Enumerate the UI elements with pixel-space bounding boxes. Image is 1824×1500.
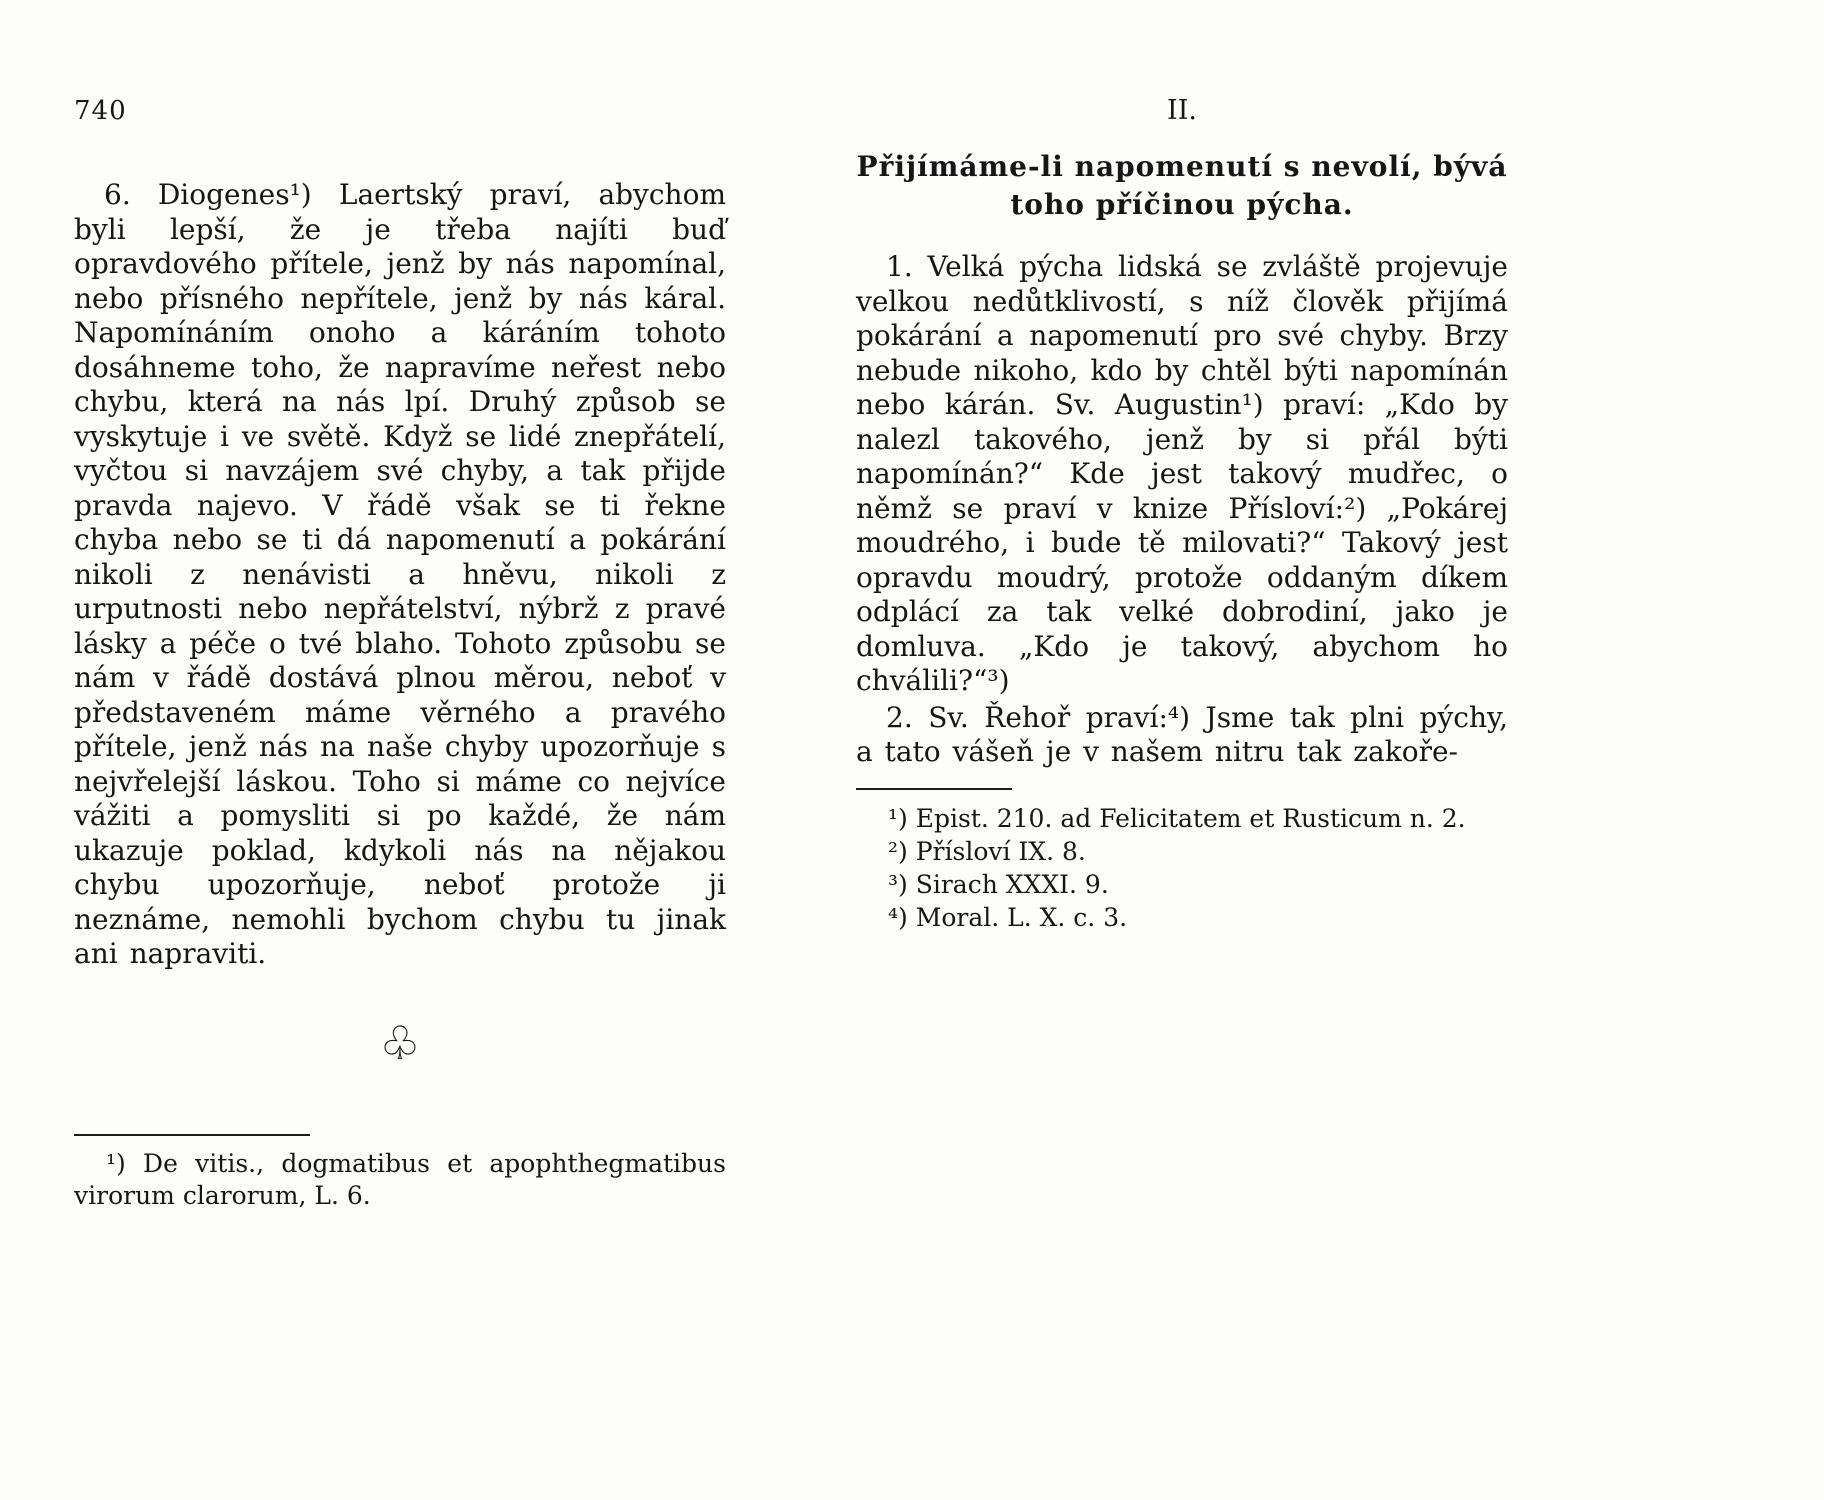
- right-page: [856, 96, 1508, 1426]
- left-page: [74, 96, 726, 1426]
- left-footnote-section: [74, 1134, 726, 1212]
- clover-ornament-icon: ♧: [379, 1015, 421, 1070]
- chapter-heading: Přijímáme-li napomenutí s nevolí, bývá toho příčinou pýcha.: [856, 150, 1508, 221]
- right-paragraph-2: 2. Sv. Řehoř praví:⁴) Jsme tak plni pýchy, a tato vášeň je v našem nitru tak zakoře-: [856, 700, 1508, 768]
- right-paragraph-1: 1. Velká pýcha lidská se zvláště projevuje velkou nedůtklivostí, s níž člověk přijímá pokárání a napomenutí pro své chyby. Brzy nebude nikoho, kdo by chtěl býti napomínán nebo kárán. Sv. Augustin¹) praví: „Kdo by nalezl takového, jenž by si přál býti napomínán?“ Kde jest takový mudřec, o němž se praví v knize Přísloví:²) „Pokárej moudrého, i bude tě milovati?“ Takový jest opravdu moudrý, protože oddaným díkem odplácí za tak velké dobrodiní, jako je domluva. „Kdo je takový, abychom ho chválili?“³): [856, 250, 1508, 697]
- left-footnote: ¹) De vitis., dogmatibus et apophthegmatibus virorum clarorum, L. 6.: [74, 1149, 726, 1210]
- footnote-divider: [74, 1134, 310, 1136]
- footnote-divider: [856, 788, 1012, 790]
- footnote-item: ⁴) Moral. L. X. c. 3.: [888, 902, 1128, 932]
- footnote-item: ¹) Epist. 210. ad Felicitatem et Rusticum n. 2.: [888, 803, 1466, 833]
- chapter-number: II.: [1167, 95, 1197, 126]
- footnote-item: ³) Sirach XXXI. 9.: [888, 869, 1109, 899]
- footnote-item: ²) Přísloví IX. 8.: [888, 836, 1086, 866]
- left-paragraph: 6. Diogenes¹) Laertský praví, abychom byli lepší, že je třeba najíti buď opravdového přítele, jenž by nás napomínal, nebo přísného nepřítele, jenž by nás káral. Napomínáním onoho a káráním tohoto dosáhneme toho, že napravíme neřest nebo chybu, která na nás lpí. Druhý způsob se vyskytuje i ve světě. Když se lidé znepřátelí, vyčtou si navzájem své chyby, a tak přijde pravda najevo. V řádě však se ti řekne chyba nebo se ti dá napomenutí a pokárání nikoli z nenávisti a hněvu, nikoli z urputnosti nebo nepřátelství, nýbrž z pravé lásky a péče o tvé blaho. Tohoto způsobu se nám v řádě dostává plnou měrou, neboť v představeném máme věrného a pravého přítele, jenž nás na naše chyby upozorňuje s nejvřelejší láskou. Toho si máme co nejvíce vážiti a pomysliti si po každé, že nám ukazuje poklad, kdykoli nás na nějakou chybu upozorňuje, neboť protože ji neznáme, nemohli bychom chybu tu jinak ani napraviti.: [74, 178, 726, 970]
- right-footnote-section: [856, 788, 1508, 934]
- page-number: 740: [74, 96, 127, 126]
